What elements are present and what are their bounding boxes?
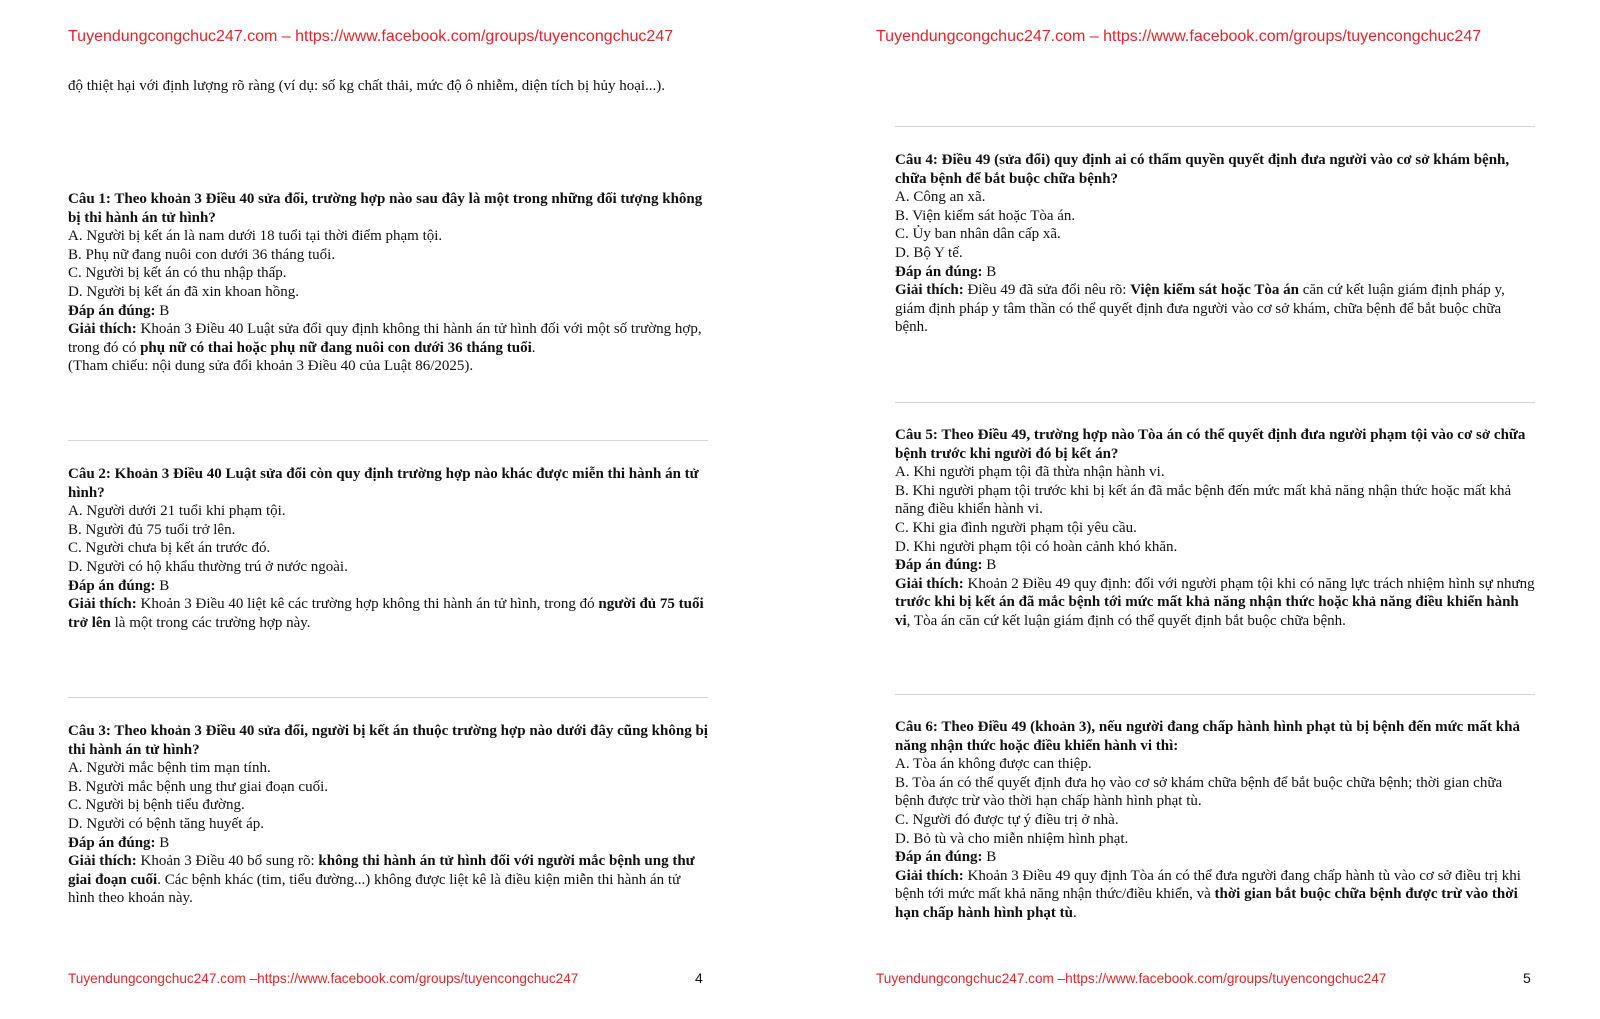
answer-line	[68, 577, 708, 596]
option-c: C. Người bị bệnh tiểu đường.	[68, 797, 245, 814]
option-d: D. Người có hộ khẩu thường trú ở nước ngoài.	[68, 558, 348, 575]
question-block-1	[68, 190, 708, 376]
explanation-emphasis: Viện kiểm sát hoặc Tòa án	[1130, 282, 1299, 299]
explanation-emphasis: thời gian bắt buộc chữa bệnh được trừ vào thời hạn chấp hành hình phạt tù	[895, 886, 1518, 921]
answer-value: B	[986, 849, 997, 866]
option-d: D. Bộ Y tế.	[895, 244, 963, 261]
question-title: Câu 4: Điều 49 (sửa đổi) quy định ai có thẩm quyền quyết định đưa người vào cơ sở khám bệnh, chữa bệnh để bắt buộc chữa bệnh?	[895, 152, 1510, 187]
question-block-2	[68, 465, 708, 632]
option-d: D. Người có bệnh tăng huyết áp.	[68, 815, 265, 832]
option-c: C. Ủy ban nhân dân cấp xã.	[895, 226, 1061, 243]
divider	[68, 440, 708, 441]
option-c: C. Người chưa bị kết án trước đó.	[68, 540, 271, 557]
divider	[895, 694, 1535, 695]
answer-label: Đáp án đúng:	[68, 302, 156, 319]
explanation-text: Khoản 2 Điều 49 quy định: đối với người phạm tội khi có năng lực trách nhiệm hình sự nhưng	[967, 575, 1535, 592]
explanation	[68, 320, 708, 357]
option-a: A. Người mắc bệnh tim mạn tính.	[68, 760, 271, 777]
intro-paragraph	[68, 77, 708, 96]
explanation-text: Khoản 3 Điều 40 Luật sửa đổi quy định không thi hành án tử hình đối với một số trường hợp, trong đó có	[68, 321, 702, 356]
explanation-label: Giải thích:	[68, 596, 137, 613]
question-title: Câu 2: Khoản 3 Điều 40 Luật sửa đổi còn quy định trường hợp nào khác được miễn thi hành án tử hình?	[68, 466, 699, 501]
option-c: C. Người đó được tự ý điều trị ở nhà.	[895, 811, 1119, 828]
answer-label: Đáp án đúng:	[895, 849, 983, 866]
option-d: D. Bỏ tù và cho miễn nhiệm hình phạt.	[895, 830, 1129, 847]
question-block-5	[895, 426, 1535, 631]
footer-link[interactable]: Tuyendungcongchuc247.com –https://www.facebook.com/groups/tuyencongchuc247	[68, 971, 579, 986]
question-title: Câu 3: Theo khoản 3 Điều 40 sửa đổi, người bị kết án thuộc trường hợp nào dưới đây cũng không bị thi hành án tử hình?	[68, 723, 708, 758]
explanation-label: Giải thích:	[895, 575, 964, 592]
explanation-label: Giải thích:	[895, 282, 964, 299]
option-b: B. Viện kiểm sát hoặc Tòa án.	[895, 207, 1076, 224]
explanation-emphasis: người đủ 75 tuổi trở lên	[68, 596, 704, 631]
explanation	[895, 575, 1535, 631]
answer-line	[68, 302, 708, 321]
explanation-text-end: .	[1073, 904, 1077, 921]
option-a: A. Người dưới 21 tuổi khi phạm tội.	[68, 503, 286, 520]
header-link[interactable]: Tuyendungcongchuc247.com – https://www.facebook.com/groups/tuyencongchuc247	[876, 28, 1482, 45]
answer-value: B	[159, 302, 170, 319]
answer-value: B	[159, 834, 170, 851]
divider	[68, 697, 708, 698]
answer-line	[895, 556, 1535, 575]
option-b: B. Khi người phạm tội trước khi bị kết án đã mắc bệnh đến mức mất khả năng nhận thức hoặc mất khả năng điều khiển hành vi.	[895, 482, 1512, 518]
question-block-3	[68, 722, 708, 908]
option-d: D. Người bị kết án đã xin khoan hồng.	[68, 283, 300, 300]
explanation-text-end: là một trong các trường hợp này.	[110, 614, 311, 631]
answer-label: Đáp án đúng:	[68, 834, 156, 851]
option-a: A. Người bị kết án là nam dưới 18 tuổi tại thời điểm phạm tội.	[68, 228, 443, 245]
answer-value: B	[986, 263, 997, 280]
explanation-emphasis: trước khi bị kết án đã mắc bệnh tới mức mất khả năng nhận thức hoặc khả năng điều khiển hành vi	[895, 594, 1519, 629]
explanation-text: Khoản 3 Điều 40 bổ sung rõ:	[140, 853, 319, 870]
page-5	[808, 0, 1600, 1019]
explanation	[68, 852, 708, 908]
explanation-emphasis: không thi hành án tử hình đối với người mắc bệnh ung thư giai đoạn cuối	[68, 853, 695, 888]
explanation-label: Giải thích:	[68, 853, 137, 870]
explanation-text-end: .	[531, 339, 536, 356]
answer-label: Đáp án đúng:	[895, 557, 983, 574]
option-c: C. Khi gia đình người phạm tội yêu cầu.	[895, 519, 1137, 536]
answer-label: Đáp án đúng:	[68, 577, 156, 594]
option-b: B. Người đủ 75 tuổi trở lên.	[68, 521, 236, 538]
page-number: 4	[695, 970, 703, 986]
page-number: 5	[1523, 970, 1531, 986]
explanation	[68, 595, 708, 632]
option-b: B. Tòa án có thể quyết định đưa họ vào cơ sở khám chữa bệnh để bắt buộc chữa bệnh; thời gian chữa bệnh được trừ vào thời hạn chấp hành hình phạt tù.	[895, 774, 1503, 810]
intro-text: độ thiệt hại với định lượng rõ ràng (ví dụ: số kg chất thải, mức độ ô nhiễm, diện tích bị hủy hoại...).	[68, 78, 666, 94]
answer-line	[68, 834, 708, 853]
question-title: Câu 1: Theo khoản 3 Điều 40 sửa đổi, trường hợp nào sau đây là một trong những đối tượng không bị thi hành án tử hình?	[68, 191, 703, 226]
option-b: B. Phụ nữ đang nuôi con dưới 36 tháng tuổi.	[68, 246, 336, 263]
question-block-6	[895, 718, 1535, 923]
question-title: Câu 5: Theo Điều 49, trường hợp nào Tòa án có thể quyết định đưa người phạm tội vào cơ sở chữa bệnh trước khi người đó bị kết án?	[895, 427, 1526, 462]
footer-link[interactable]: Tuyendungcongchuc247.com –https://www.facebook.com/groups/tuyencongchuc247	[876, 971, 1387, 986]
explanation-label: Giải thích:	[895, 867, 964, 884]
answer-value: B	[986, 557, 997, 574]
option-a: A. Khi người phạm tội đã thừa nhận hành vi.	[895, 464, 1165, 481]
explanation-text-end: căn cứ kết luận giám định pháp y, giám định pháp y tâm thần có thể quyết định đưa người vào cơ sở khám, chữa bệnh để bắt buộc chữa bệnh.	[895, 282, 1505, 336]
option-b: B. Người mắc bệnh ung thư giai đoạn cuối.	[68, 778, 328, 795]
option-c: C. Người bị kết án có thu nhập thấp.	[68, 265, 287, 282]
answer-value: B	[159, 577, 170, 594]
answer-line	[895, 848, 1535, 867]
divider	[895, 402, 1535, 403]
answer-label: Đáp án đúng:	[895, 263, 983, 280]
explanation	[895, 867, 1535, 923]
option-a: A. Tòa án không được can thiệp.	[895, 756, 1092, 773]
divider	[895, 126, 1535, 127]
explanation-text: Điều 49 đã sửa đổi nêu rõ:	[967, 282, 1131, 299]
explanation-text: Khoản 3 Điều 49 quy định Tòa án có thể đưa người đang chấp hành tù vào cơ sở điều trị khi bệnh tới mức mất khả năng nhận thức/điều khiển, và	[895, 867, 1521, 903]
question-block-4	[895, 151, 1535, 337]
answer-line	[895, 263, 1535, 282]
explanation-text-end: . Các bệnh khác (tim, tiểu đường...) không được liệt kê là điều kiện miễn thi hành án tử hình theo khoản này.	[68, 871, 681, 907]
explanation	[895, 281, 1535, 337]
option-d: D. Khi người phạm tội có hoàn cảnh khó khăn.	[895, 538, 1178, 555]
question-title: Câu 6: Theo Điều 49 (khoản 3), nếu người đang chấp hành hình phạt tù bị bệnh đến mức mất khả năng nhận thức hoặc điều khiển hành vi thì:	[895, 719, 1520, 754]
reference: (Tham chiếu: nội dung sửa đổi khoản 3 Điều 40 của Luật 86/2025).	[68, 358, 474, 375]
option-a: A. Công an xã.	[895, 189, 986, 206]
header-link[interactable]: Tuyendungcongchuc247.com – https://www.facebook.com/groups/tuyencongchuc247	[68, 28, 674, 45]
explanation-emphasis: phụ nữ có thai hoặc phụ nữ đang nuôi con dưới 36 tháng tuổi	[140, 339, 532, 356]
explanation-text-end: , Tòa án căn cứ kết luận giám định có thể quyết định bắt buộc chữa bệnh.	[906, 612, 1346, 629]
explanation-text: Khoản 3 Điều 40 liệt kê các trường hợp không thi hành án tử hình, trong đó	[140, 596, 599, 613]
explanation-label: Giải thích:	[68, 321, 137, 338]
